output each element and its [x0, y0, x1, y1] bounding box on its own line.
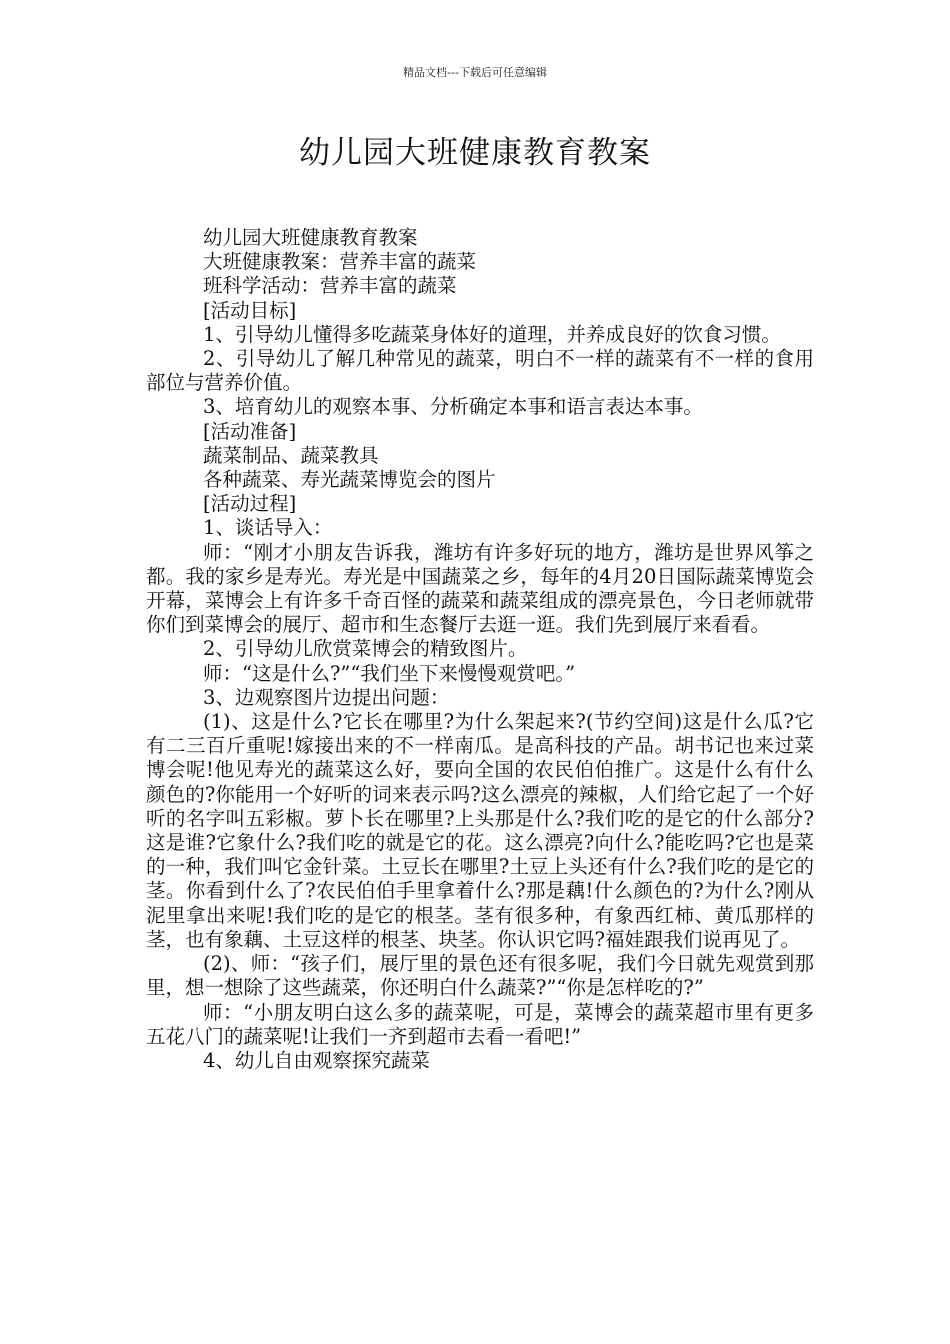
paragraph: 各种蔬菜、寿光蔬菜博览会的图片 — [203, 468, 496, 492]
paragraph: 3、培育幼儿的观察本事、分析确定本事和语言表达本事。 — [203, 395, 703, 419]
page-header-note: 精品文档---下载后可任意编辑 — [403, 66, 547, 79]
paragraph: 4、幼儿自由观察探究蔬菜 — [203, 1048, 430, 1072]
paragraph: 1、引导幼儿懂得多吃蔬菜身体好的道理，并养成良好的饮食习惯。 — [203, 322, 781, 346]
paragraph: 师：“小朋友明白这么多的蔬菜呢，可是，菜博会的蔬菜超市里有更多五花八门的蔬菜呢!让我们一齐到超市去看一看吧!” — [146, 1000, 814, 1048]
section-heading: [活动准备] — [203, 419, 297, 443]
paragraph: 1、谈话导入： — [203, 516, 333, 540]
paragraph: 班科学活动：营养丰富的蔬菜 — [203, 274, 457, 298]
paragraph: 2、引导幼儿欣赏菜博会的精致图片。 — [203, 637, 528, 661]
paragraph: (1)、这是什么?它长在哪里?为什么架起来?(节约空间)这是什么瓜?它有二三百斤重呢!嫁接出来的不一样南瓜。是高科技的产品。胡书记也来过菜博会呢!他见寿光的蔬菜这么好，要向全国的农民伯伯推广。这是什么有什么颜色的?你能用一个好听的词来表示吗?这么漂亮的辣椒，人们给它起了一个好听的名字叫五彩椒。萝卜长在哪里?上头那是什么?我们吃的是它的什么部分?这是谁?它象什么?我们吃的就是它的花。这么漂亮?向什么?能吃吗?它也是菜的一种，我们叫它金针菜。土豆长在哪里?土豆上头还有什么?我们吃的是它的茎。你看到什么了?农民伯伯手里拿着什么?那是藕!什么颜色的?为什么?刚从泥里拿出来呢!我们吃的是它的根茎。茎有很多种，有象西红柿、黄瓜那样的茎，也有象藕、土豆这样的根茎、块茎。你认识它吗?福娃跟我们说再见了。 — [146, 710, 814, 951]
paragraph: (2)、师：“孩子们，展厅里的景色还有很多呢，我们今日就先观赏到那里，想一想除了这些蔬菜，你还明白什么蔬菜?”“你是怎样吃的?” — [146, 952, 814, 1000]
paragraph: 大班健康教案：营养丰富的蔬菜 — [203, 250, 477, 274]
paragraph: 师：“刚才小朋友告诉我，潍坊有许多好玩的地方，潍坊是世界风筝之都。我的家乡是寿光。寿光是中国蔬菜之乡，每年的4月20日国际蔬菜博览会开幕，菜博会上有许多千奇百怪的蔬菜和蔬菜组成的漂亮景色，今日老师就带你们到菜博会的展厅、超市和生态餐厅去逛一逛。我们先到展厅来看看。 — [146, 540, 814, 637]
paragraph: 师：“这是什么?”“我们坐下来慢慢观赏吧。” — [203, 661, 576, 685]
section-heading: [活动目标] — [203, 298, 297, 322]
section-heading: [活动过程] — [203, 492, 297, 516]
document-title: 幼儿园大班健康教育教案 — [299, 135, 651, 171]
paragraph: 幼儿园大班健康教育教案 — [203, 226, 418, 249]
paragraph: 蔬菜制品、蔬菜教具 — [203, 443, 379, 467]
document-body — [146, 226, 814, 1073]
paragraph: 3、边观察图片边提出问题： — [203, 685, 450, 709]
paragraph: 2、引导幼儿了解几种常见的蔬菜，明白不一样的蔬菜有不一样的食用部位与营养价值。 — [146, 347, 814, 395]
